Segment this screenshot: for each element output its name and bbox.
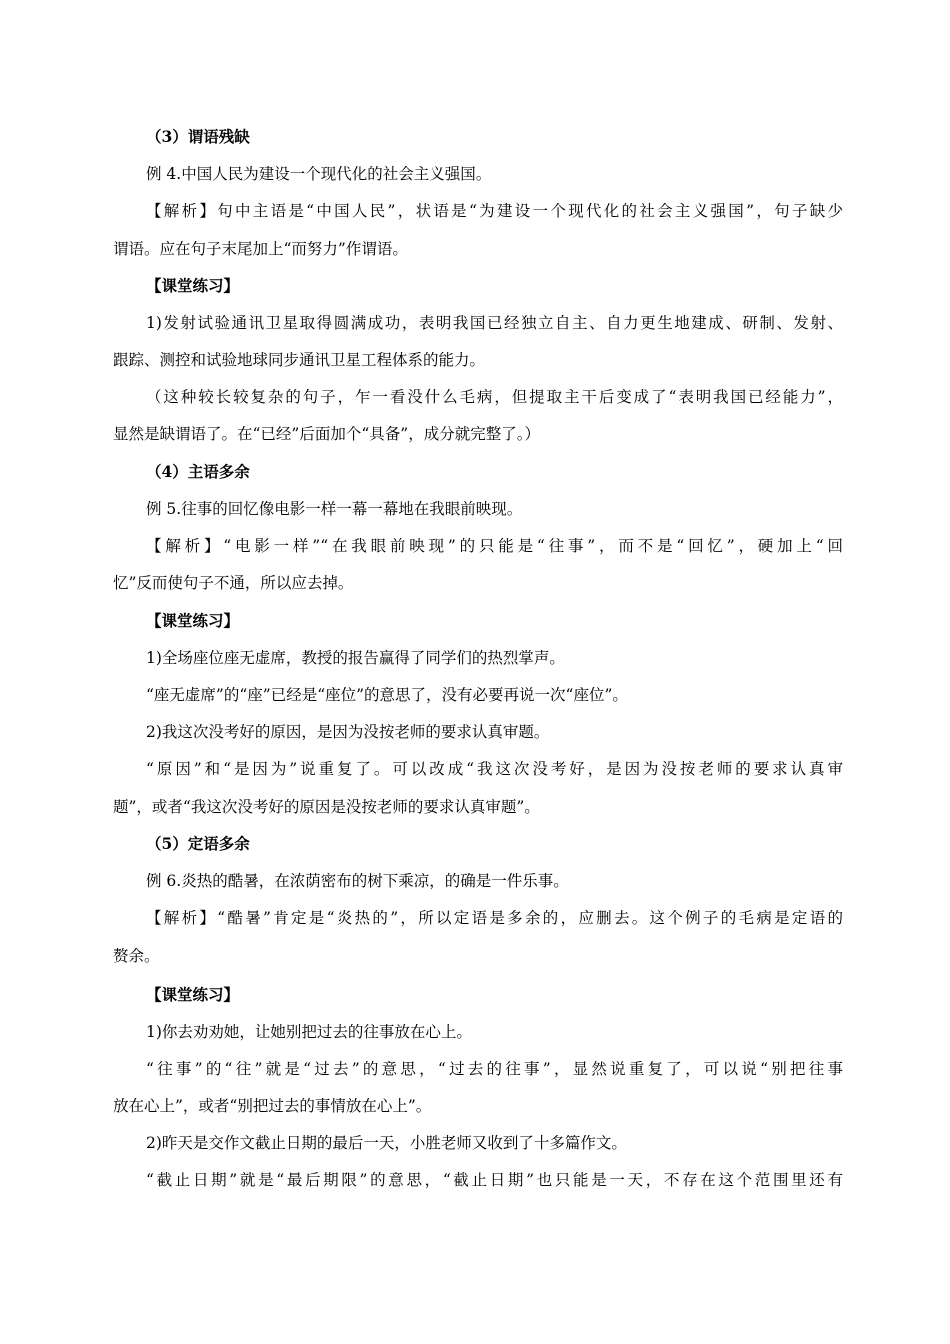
analysis-paragraph: 【解析】句中主语是“中国人民”，状语是“为建设一个现代化的社会主义强国”，句子缺少 (146, 202, 843, 220)
practice-explanation-cont: 显然是缺谓语了。在“已经”后面加个“具备”，成分就完整了。） (113, 425, 540, 443)
practice-heading: 【课堂练习】 (146, 985, 240, 1004)
section-heading: （5）定语多余 (146, 834, 250, 853)
practice-item: 2)昨天是交作文截止日期的最后一天，小胜老师又收到了十多篇作文。 (146, 1134, 627, 1152)
practice-item: 1)全场座位座无虚席，教授的报告赢得了同学们的热烈掌声。 (146, 649, 565, 667)
practice-item: 1)你去劝劝她，让她别把过去的往事放在心上。 (146, 1023, 472, 1041)
practice-explanation-cont: 放在心上”，或者“别把过去的事情放在心上”。 (113, 1097, 432, 1115)
practice-explanation: “座无虚席”的“座”已经是“座位”的意思了，没有必要再说一次“座位”。 (146, 686, 628, 704)
practice-explanation: “原因”和“是因为”说重复了。可以改成“我这次没考好，是因为没按老师的要求认真审 (146, 760, 843, 778)
analysis-paragraph-cont: 忆”反而使句子不通，所以应去掉。 (113, 574, 354, 592)
section-heading: （4）主语多余 (146, 462, 250, 481)
example-sentence: 例 4.中国人民为建设一个现代化的社会主义强国。 (146, 165, 492, 183)
practice-explanation: （这种较长较复杂的句子，乍一看没什么毛病，但提取主干后变成了“表明我国已经能力”， (146, 388, 843, 406)
analysis-paragraph: 【解析】“酷暑”肯定是“炎热的”，所以定语是多余的，应删去。这个例子的毛病是定语的 (146, 909, 843, 927)
analysis-paragraph: 【解析】“电影一样”“在我眼前映现”的只能是“往事”，而不是“回忆”，硬加上“回 (146, 537, 843, 555)
practice-item: 2)我这次没考好的原因，是因为没按老师的要求认真审题。 (146, 723, 550, 741)
practice-item-cont: 跟踪、测控和试验地球同步通讯卫星工程体系的能力。 (113, 351, 486, 369)
practice-item: 1)发射试验通讯卫星取得圆满成功，表明我国已经独立自主、自力更生地建成、研制、发射、 (146, 314, 843, 332)
example-sentence: 例 5.往事的回忆像电影一样一幕一幕地在我眼前映现。 (146, 500, 523, 518)
example-sentence: 例 6.炎热的酷暑，在浓荫密布的树下乘凉，的确是一件乐事。 (146, 872, 569, 890)
practice-explanation: “截止日期”就是“最后期限”的意思，“截止日期”也只能是一天，不存在这个范围里还有 (146, 1171, 843, 1189)
analysis-paragraph-cont: 谓语。应在句子末尾加上“而努力”作谓语。 (113, 240, 408, 258)
analysis-paragraph-cont: 赘余。 (113, 947, 160, 965)
practice-explanation: “往事”的“往”就是“过去”的意思，“过去的往事”，显然说重复了，可以说“别把往事 (146, 1060, 843, 1078)
practice-heading: 【课堂练习】 (146, 276, 240, 295)
practice-explanation-cont: 题”，或者“我这次没考好的原因是没按老师的要求认真审题”。 (113, 798, 540, 816)
section-heading: （3）谓语残缺 (146, 127, 250, 146)
practice-heading: 【课堂练习】 (146, 611, 240, 630)
